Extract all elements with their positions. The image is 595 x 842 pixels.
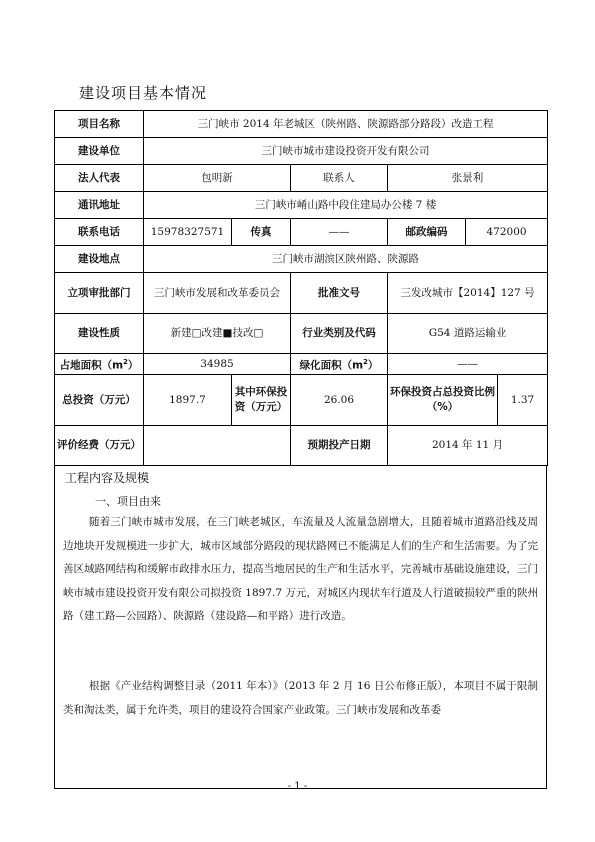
scope-section bbox=[54, 466, 547, 789]
contact-value: 张景利 bbox=[388, 165, 548, 192]
scope-paragraph: 随着三门峡市城市发展，在三门峡老城区，车流量及人流量急剧增大，且随着城市道路沿线及周边地块开发规模进一步扩大，城市区域部分路段的现状路网已不能满足人们的生产和生活需要。为了完善区域路网结构和缓解市政排水压力，提高当地居民的生产和生活水平，完善城市基础设施建设，三门峡市城市建设投资开发有限公司拟投资 1897.7 万元，对城区内现状车行道及人行道破损较严重的陕州路（建工路—公园路）、陕源路（建设路—和平路）进行改造。 bbox=[63, 516, 538, 622]
approval-dept-label: 立项审批部门 bbox=[55, 273, 144, 314]
project-name-label: 项目名称 bbox=[55, 111, 144, 138]
address-label: 通讯地址 bbox=[55, 192, 144, 219]
eval-fee-label: 评价经费（万元） bbox=[55, 426, 144, 466]
unit-value: 三门峡市城市建设投资开发有限公司 bbox=[144, 138, 548, 165]
scope-paragraph: 根据《产业结构调整目录（2011 年本）》（2013 年 2 月 16 日公布修正版），本项目不属于限制类和淘汰类，属于允许类，项目的建设符合国家产业政策。三门峡市发展和改革委 bbox=[63, 680, 538, 716]
production-date-label: 预期投产日期 bbox=[291, 426, 388, 466]
row-nature bbox=[55, 314, 548, 354]
contact-label: 联系人 bbox=[291, 165, 388, 192]
approval-no-label: 批准文号 bbox=[291, 273, 388, 314]
legal-rep-label: 法人代表 bbox=[55, 165, 144, 192]
phone-value: 15978327571 bbox=[144, 219, 232, 246]
fax-value: —— bbox=[291, 219, 388, 246]
row-eval bbox=[55, 426, 548, 466]
green-area-value: —— bbox=[388, 354, 548, 375]
green-area-paren: ） bbox=[367, 359, 379, 372]
page-number: - 1 - bbox=[287, 781, 308, 792]
land-area-label-text: 占地面积（m bbox=[59, 359, 124, 372]
industry-label: 行业类别及代码 bbox=[291, 314, 388, 354]
row-phone bbox=[55, 219, 548, 246]
row-legal-rep bbox=[55, 165, 548, 192]
site-label: 建设地点 bbox=[55, 246, 144, 273]
page-heading: 建设项目基本情况 bbox=[79, 84, 208, 102]
total-invest-label: 总投资（万元） bbox=[55, 375, 144, 426]
project-info-form bbox=[54, 110, 547, 789]
env-invest-label: 其中环保投资（万元） bbox=[232, 375, 291, 426]
land-area-label bbox=[55, 354, 144, 375]
nature-value: 新建□改建■技改□ bbox=[144, 314, 291, 354]
address-value: 三门峡市崤山路中段住建局办公楼 7 楼 bbox=[144, 192, 548, 219]
row-project-name bbox=[55, 111, 548, 138]
fax-label: 传真 bbox=[232, 219, 291, 246]
env-ratio-label: 环保投资占总投资比例（%） bbox=[388, 375, 498, 426]
land-area-value: 34985 bbox=[144, 354, 291, 375]
row-approval bbox=[55, 273, 548, 314]
site-value: 三门峡市湖滨区陕州路、陕源路 bbox=[144, 246, 548, 273]
scope-subtitle: 一、项目由来 bbox=[95, 495, 161, 508]
total-invest-value: 1897.7 bbox=[144, 375, 232, 426]
approval-no-value: 三发改城市【2014】127 号 bbox=[388, 273, 548, 314]
row-investment bbox=[55, 375, 548, 426]
land-area-paren: ） bbox=[127, 359, 139, 372]
postcode-value: 472000 bbox=[466, 219, 548, 246]
nature-label: 建设性质 bbox=[55, 314, 144, 354]
row-area bbox=[55, 354, 548, 375]
green-area-sup: 2 bbox=[363, 357, 368, 366]
env-ratio-value: 1.37 bbox=[498, 375, 548, 426]
row-unit bbox=[55, 138, 548, 165]
approval-dept-value: 三门峡市发展和改革委员会 bbox=[144, 273, 291, 314]
production-date-value: 2014 年 11 月 bbox=[388, 426, 548, 466]
industry-value: G54 道路运输业 bbox=[388, 314, 548, 354]
project-name-value: 三门峡市 2014 年老城区（陕州路、陕源路部分路段）改造工程 bbox=[144, 111, 548, 138]
green-area-label bbox=[291, 354, 388, 375]
project-info-table bbox=[54, 110, 548, 466]
row-address bbox=[55, 192, 548, 219]
land-area-sup: 2 bbox=[123, 357, 128, 366]
env-invest-value: 26.06 bbox=[291, 375, 388, 426]
phone-label: 联系电话 bbox=[55, 219, 144, 246]
legal-rep-value: 包明新 bbox=[144, 165, 291, 192]
eval-fee-value bbox=[144, 426, 291, 466]
row-site bbox=[55, 246, 548, 273]
scope-title: 工程内容及规模 bbox=[65, 471, 150, 485]
green-area-label-text: 绿化面积（m bbox=[299, 359, 364, 372]
unit-label: 建设单位 bbox=[55, 138, 144, 165]
postcode-label: 邮政编码 bbox=[388, 219, 466, 246]
